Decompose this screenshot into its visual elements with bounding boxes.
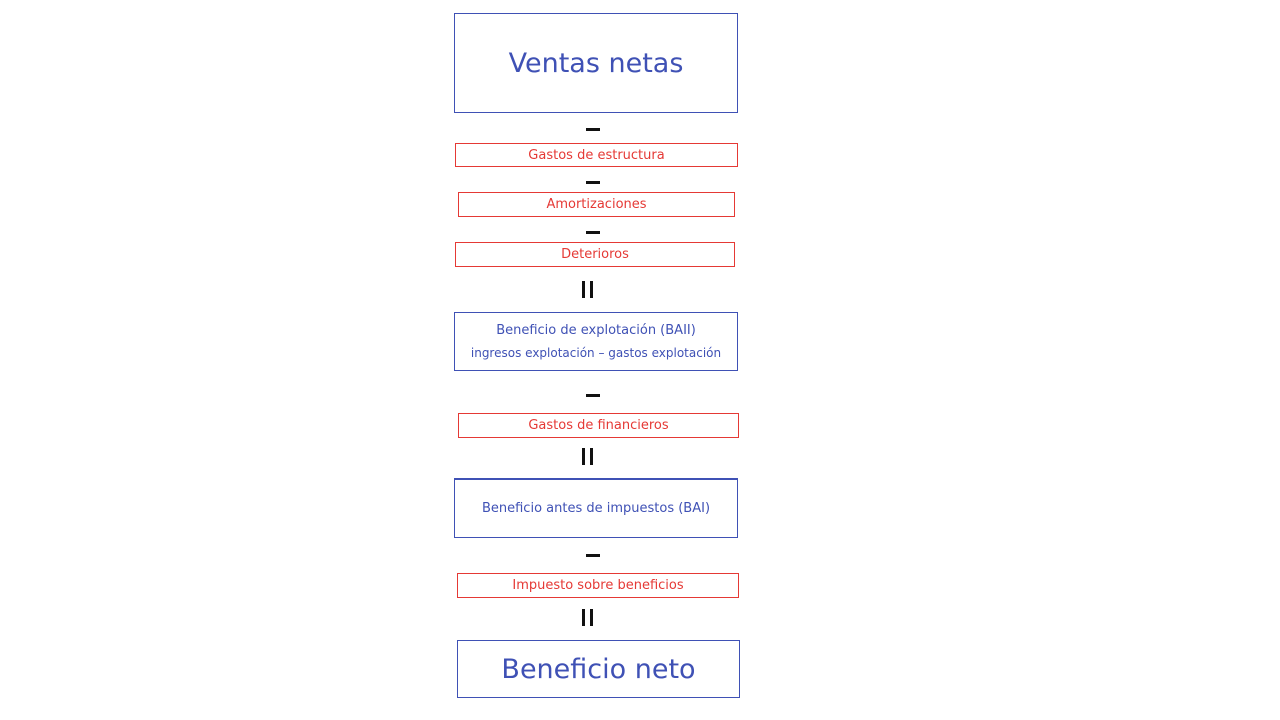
minus-operator — [586, 554, 600, 557]
box-deterioros — [455, 242, 735, 267]
box-ventas-netas — [454, 13, 738, 113]
minus-operator — [586, 231, 600, 234]
amortizaciones-label: Amortizaciones — [546, 197, 647, 212]
box-gastos-estructura — [455, 143, 738, 167]
baii-title: Beneficio de explotación (BAII) — [496, 323, 696, 338]
box-impuesto-beneficios — [457, 573, 739, 598]
minus-operator — [586, 128, 600, 131]
gastos-financieros-label: Gastos de financieros — [528, 418, 669, 433]
ventas-netas-label: Ventas netas — [508, 47, 684, 79]
equals-operator — [582, 281, 593, 298]
box-gastos-financieros — [458, 413, 739, 438]
beneficio-neto-label: Beneficio neto — [501, 653, 696, 685]
baii-formula: ingresos explotación – gastos explotación — [470, 346, 722, 360]
equals-operator — [582, 609, 593, 626]
bai-label: Beneficio antes de impuestos (BAI) — [481, 501, 711, 516]
box-beneficio-neto — [457, 640, 740, 698]
equals-operator — [582, 448, 593, 465]
box-bai — [454, 478, 738, 538]
deterioros-label: Deterioros — [561, 247, 629, 262]
gastos-estructura-label: Gastos de estructura — [528, 147, 665, 163]
minus-operator — [586, 394, 600, 397]
impuesto-label: Impuesto sobre beneficios — [512, 578, 684, 593]
box-amortizaciones — [458, 192, 735, 217]
minus-operator — [586, 181, 600, 184]
box-baii — [454, 312, 738, 371]
